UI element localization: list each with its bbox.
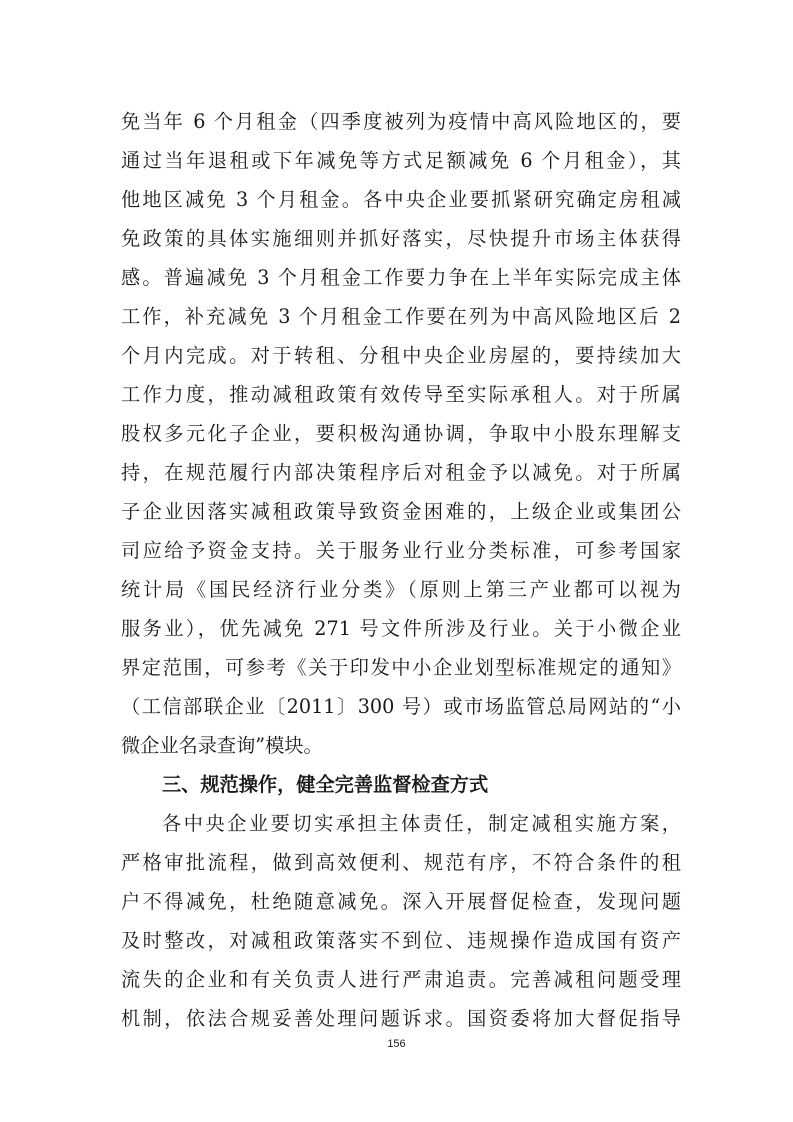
text-line: 严格审批流程，做到高效便利、规范有序，不符合条件的租: [121, 851, 681, 874]
text-line: 工作力度，推动减租政策有效传导至实际承租人。对于所属: [121, 383, 681, 406]
text-line: 流失的企业和有关负责人进行严肃追责。完善减租问题受理: [121, 968, 681, 991]
text-line: 免当年 6 个月租金（四季度被列为疫情中高风险地区的，要: [121, 110, 681, 133]
text-line: 统计局《国民经济行业分类》（原则上第三产业都可以视为: [121, 578, 681, 601]
text-line: 服务业），优先减免 271 号文件所涉及行业。关于小微企业: [121, 617, 681, 640]
text-line: 他地区减免 3 个月租金。各中央企业要抓紧研究确定房租减: [121, 188, 681, 211]
section-heading: 三、规范操作，健全完善监督检查方式: [162, 773, 489, 796]
text-line: 股权多元化子企业，要积极沟通协调，争取中小股东理解支: [121, 422, 681, 445]
text-line: 界定范围，可参考《关于印发中小企业划型标准规定的通知》: [121, 656, 681, 679]
text-line: 工作，补充减免 3 个月租金工作要在列为中高风险地区后 2: [121, 305, 681, 328]
text-line: 各中央企业要切实承担主体责任，制定减租实施方案，: [162, 812, 681, 835]
text-line: 微企业名录查询”模块。: [121, 734, 323, 757]
text-line: 司应给予资金支持。关于服务业行业分类标准，可参考国家: [121, 539, 681, 562]
text-line: 机制，依法合规妥善处理问题诉求。国资委将加大督促指导: [121, 1007, 681, 1030]
document-body: [121, 102, 681, 1038]
text-line: 户不得减免，杜绝随意减免。深入开展督促检查，发现问题: [121, 890, 681, 913]
text-line: （工信部联企业〔2011〕300 号）或市场监管总局网站的“小: [121, 695, 681, 718]
text-line: 及时整改，对减租政策落实不到位、违规操作造成国有资产: [121, 929, 681, 952]
text-line: 感。普遍减免 3 个月租金工作要力争在上半年实际完成主体: [121, 266, 681, 289]
text-line: 持，在规范履行内部决策程序后对租金予以减免。对于所属: [121, 461, 681, 484]
text-line: 通过当年退租或下年减免等方式足额减免 6 个月租金），其: [121, 149, 681, 172]
page-number: 156: [387, 1038, 406, 1050]
text-line: 子企业因落实减租政策导致资金困难的，上级企业或集团公: [121, 500, 681, 523]
text-line: 免政策的具体实施细则并抓好落实，尽快提升市场主体获得: [121, 227, 681, 250]
text-line: 个月内完成。对于转租、分租中央企业房屋的，要持续加大: [121, 344, 681, 367]
